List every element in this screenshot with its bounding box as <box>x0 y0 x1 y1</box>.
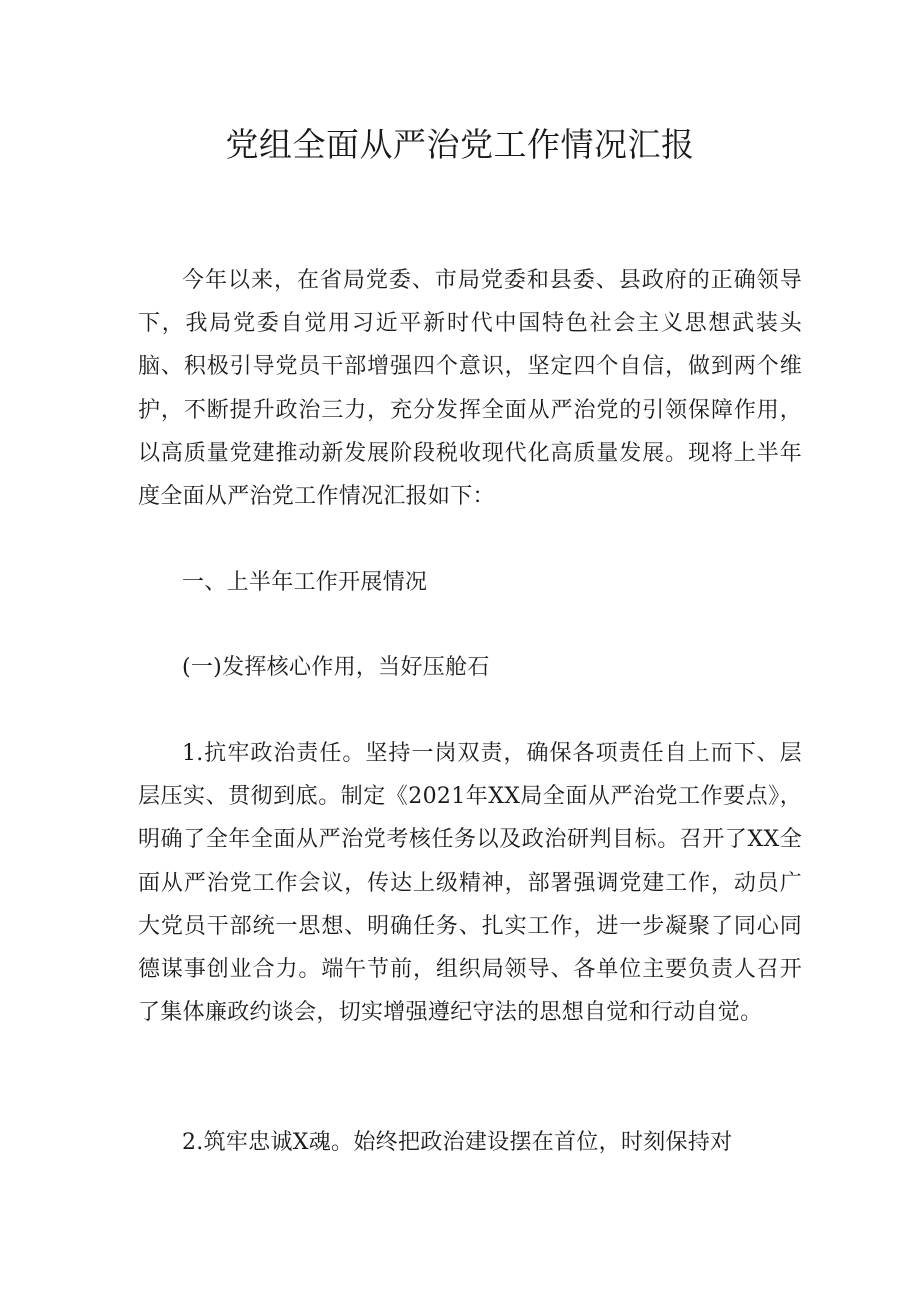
section-heading: 一、上半年工作开展情况 <box>182 570 428 595</box>
intro-paragraph: 今年以来，在省局党委、市局党委和县委、县政府的正确领导下，我局党委自觉用习近平新时代中国特色社会主义思想武装头脑、积极引导党员干部增强四个意识，坚定四个自信，做到两个维护，不断提升政治三力，充分发挥全面从严治党的引领保障作用，以高质量党建推动新发展阶段税收现代化高质量发展。现将上半年度全面从严治党工作情况汇报如下： <box>138 268 802 510</box>
subsection-heading: (一)发挥核心作用，当好压舱石 <box>182 655 490 680</box>
item-paragraph-1: 1.抗牢政治责任。坚持一岗双责，确保各项责任自上而下、层层压实、贯彻到底。制定《2021年XX局全面从严治党工作要点》，明确了全年全面从严治党考核任务以及政治研判目标。召开了XX全面从严治党工作会议，传达上级精神，部署强调党建工作，动员广大党员干部统一思想、明确任务、扎实工作，进一步凝聚了同心同德谋事创业合力。端午节前，组织局领导、各单位主要负责人召开了集体廉政约谈会，切实增强遵纪守法的思想自觉和行动自觉。 <box>138 741 802 1026</box>
document-title: 党组全面从严治党工作情况汇报 <box>225 125 695 164</box>
item-paragraph-2: 2.筑牢忠诚X魂。始终把政治建设摆在首位，时刻保持对 <box>182 1130 733 1155</box>
